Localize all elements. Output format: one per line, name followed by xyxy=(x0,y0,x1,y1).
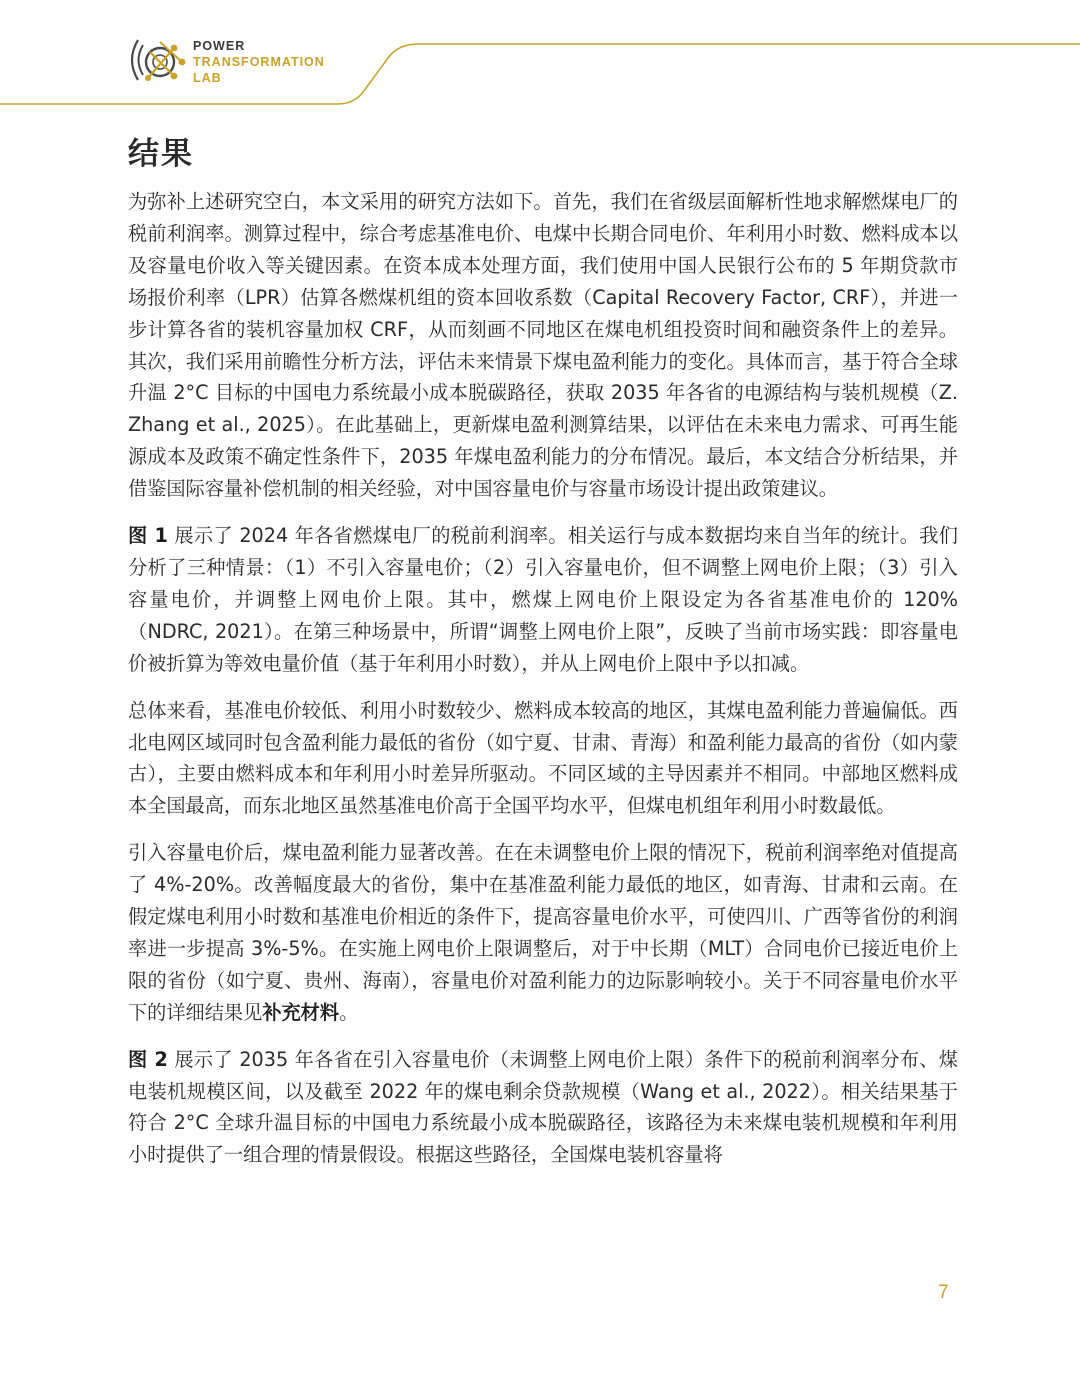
paragraph-figure-2 xyxy=(128,1044,958,1172)
logo-line-transformation: TRANSFORMATION xyxy=(193,55,325,69)
page-number: 7 xyxy=(938,1282,949,1303)
figure-1-label: 图 1 xyxy=(128,524,168,548)
capacity-price-text: 引入容量电价后，煤电盈利能力显著改善。在在未调整电价上限的情况下，税前利润率绝对值提高了 4%-20%。改善幅度最大的省份，集中在基准盈利能力最低的地区，如青海、甘肃和云南。在假定煤电利用小时数和基准电价相近的条件下，提高容量电价水平，可使四川、广西等省份的利润率进一步提高 3%-5%。在实施上网电价上限调整后，对于中长期（MLT）合同电价已接近电价上限的省份（如宁夏、贵州、海南），容量电价对盈利能力的边际影响较小。关于不同容量电价水平下的详细结果见 xyxy=(128,841,958,1024)
logo-wordmark xyxy=(193,38,325,86)
section-title: 结果 xyxy=(128,136,194,172)
paragraph-methods: 为弥补上述研究空白，本文采用的研究方法如下。首先，我们在省级层面解析性地求解燃煤电厂的税前利润率。测算过程中，综合考虑基准电价、电煤中长期合同电价、年利用小时数、燃料成本以及容量电价收入等关键因素。在资本成本处理方面，我们使用中国人民银行公布的 5 年期贷款市场报价利率（LPR）估算各燃煤机组的资本回收系数（Capital Recovery Factor, CRF），并进一步计算各省的装机容量加权 CRF，从而刻画不同地区在煤电机组投资时间和融资条件上的差异。其次，我们采用前瞻性分析方法，评估未来情景下煤电盈利能力的变化。具体而言，基于符合全球升温 2°C 目标的中国电力系统最小成本脱碳路径，获取 2035 年各省的电源结构与装机规模（Z. Zhang et al., 2025）。在此基础上，更新煤电盈利测算结果，以评估在未来电力需求、可再生能源成本及政策不确定性条件下，2035 年煤电盈利能力的分布情况。最后，本文结合分析结果，并借鉴国际容量补偿机制的相关经验，对中国容量电价与容量市场设计提出政策建议。 xyxy=(128,190,958,501)
logo-line-lab: LAB xyxy=(193,71,222,85)
capacity-price-end: 。 xyxy=(339,1000,359,1024)
figure-1-text: 展示了 2024 年各省燃煤电厂的税前利润率。相关运行与成本数据均来自当年的统计。我们分析了三种情景：（1）不引入容量电价；（2）引入容量电价，但不调整上网电价上限；（3）引入容量电价，并调整上网电价上限。其中，燃煤上网电价上限设定为各省基准电价的 120%（NDRC, 2021）。在第三种场景中，所谓“调整上网电价上限”，反映了当前市场实践：即容量电价被折算为等效电量价值（基于年利用小时数），并从上网电价上限中予以扣减。 xyxy=(128,524,958,675)
paragraph-figure-1 xyxy=(128,520,958,680)
logo-line-power: POWER xyxy=(193,39,246,53)
supplementary-material-ref: 补充材料 xyxy=(262,1000,340,1024)
figure-2-label: 图 2 xyxy=(128,1047,168,1071)
body-text xyxy=(128,186,958,1186)
page-header xyxy=(0,0,1080,110)
paragraph-capacity-price xyxy=(128,837,958,1028)
logo-icon xyxy=(124,32,190,88)
paragraph-overview: 总体来看，基准电价较低、利用小时数较少、燃料成本较高的地区，其煤电盈利能力普遍偏低。西北电网区域同时包含盈利能力最低的省份（如宁夏、甘肃、青海）和盈利能力最高的省份（如内蒙古），主要由燃料成本和年利用小时差异所驱动。不同区域的主导因素并不相同。中部地区燃料成本全国最高，而东北地区虽然基准电价高于全国平均水平，但煤电机组年利用小时数最低。 xyxy=(128,698,958,818)
figure-2-text: 展示了 2035 年各省在引入容量电价（未调整上网电价上限）条件下的税前利润率分布、煤电装机规模区间，以及截至 2022 年的煤电剩余贷款规模（Wang et al., 2022）。相关结果基于符合 2°C 全球升温目标的中国电力系统最小成本脱碳路径，该路径为未来煤电装机规模和年利用小时提供了一组合理的情景假设。根据这些路径，全国煤电装机容量将 xyxy=(128,1047,958,1167)
